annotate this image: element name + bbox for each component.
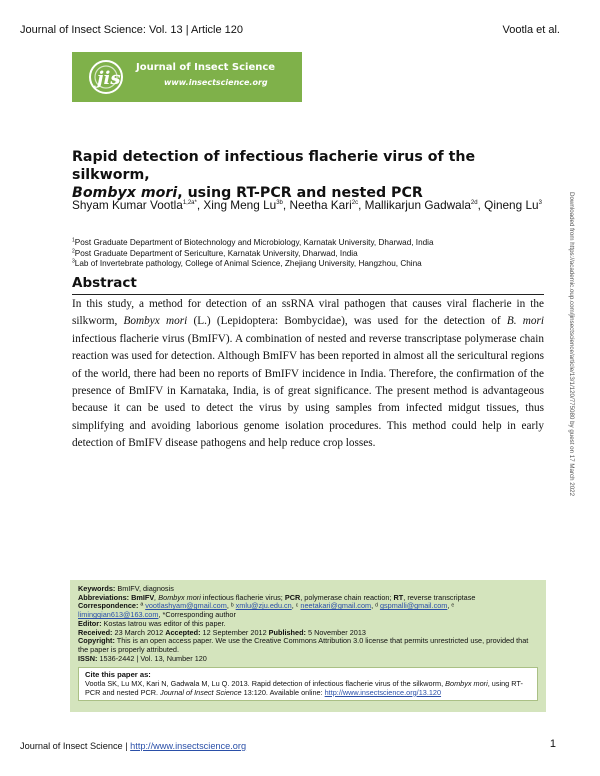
abbreviation-definition: , polymerase chain reaction;	[300, 592, 394, 602]
affiliation-number: 1	[72, 237, 75, 244]
abbreviation-definition: infectious flacherie virus;	[200, 592, 285, 602]
page-number: 1	[549, 738, 556, 750]
citation-heading: Cite this paper as:	[85, 670, 151, 680]
abstract-text: infectious flacherie virus (BmIFV). A combination of nested and reverse transcriptase polymerase chain reaction was used for detection. Although BmIFV has been reported in almost all the sericultural regions of the world, there had been no reports of BmIFV incidence in India. Therefore, the confirmation of the presence of BmIFV in Karnataka, India, is of great significance. The present method is advantageous because it can be used to detect the virus by using samples from infected midgut tissues, thus simplifying and avoiding laborious genome isolation procedures. This method could help in early detection of BmIFV disease pathogens and help reduce crop losses.	[72, 332, 544, 450]
abstract-text: (L.) (Lepidoptera: Bombycidae), was used for the detection of	[187, 315, 507, 328]
abbreviations-label: Abbreviations:	[78, 592, 130, 602]
abbreviation-term: PCR	[284, 592, 301, 602]
author-list: Shyam Kumar Vootla$^{1,2a*}$, Xing Meng $Lu^{3b}$, Neetha Kari$^{2c}$, Mallikarjun Gadwala$^{2d}$, Qineng Lu$^3$	[72, 198, 542, 212]
author-name: Mallikarjun Gadwala	[364, 198, 471, 212]
citation-text	[85, 680, 531, 697]
copyright-label: Copyright:	[78, 636, 115, 646]
abbreviation-definition: , reverse transcriptase	[403, 592, 476, 602]
affiliation-number: 2	[72, 247, 75, 254]
author-affil-mark: 1,2a*	[182, 200, 197, 207]
keywords-value: BmIFV, diagnosis	[115, 584, 174, 593]
correspondence-mark: , ᵈ	[371, 601, 380, 611]
abstract-body	[72, 296, 544, 453]
correspondence-label: Correspondence:	[78, 601, 139, 611]
article-info-box	[70, 580, 546, 712]
jis-logo-icon	[86, 54, 126, 100]
title-line-1: Rapid detection of infectious flacherie virus of the silkworm,	[72, 149, 476, 183]
email-link[interactable]: limingqian613@163.com	[78, 610, 159, 620]
keywords-label: Keywords:	[78, 584, 116, 593]
affiliation-item	[72, 249, 542, 260]
svg-text:jis: jis	[97, 68, 121, 89]
email-link[interactable]: xmlu@zju.edu.cn	[235, 601, 292, 611]
citation-journal: Journal of Insect Science	[160, 687, 242, 697]
abstract-species: B. mori	[506, 315, 544, 328]
correspondence-mark: , ᵇ	[226, 601, 236, 611]
accepted-date: 12 September 2012	[200, 627, 269, 637]
abbreviation-term: RT	[393, 592, 404, 602]
issn-label: ISSN:	[78, 653, 98, 663]
received-label: Received:	[78, 627, 113, 637]
affiliation-item	[72, 238, 542, 249]
affiliation-text: Lab of Invertebrate pathology, College of Animal Science, Zhejiang University, Hangzhou, China	[74, 259, 422, 268]
footer-journal-name: Journal of Insect Science |	[20, 741, 131, 751]
author-affil-mark: 2c	[351, 200, 359, 207]
editor-value: Kostas Iatrou was editor of this paper.	[101, 618, 226, 628]
corresponding-author-note: , *Corresponding author	[158, 610, 236, 620]
affiliation-number: 3	[72, 258, 75, 265]
download-notice: Downloaded from https://academic.oup.com/jinsectscience/article/13/1/120/775080 by guest on 17 March 2022	[568, 192, 575, 497]
correspondence-mark: , ᶜ	[291, 601, 301, 611]
running-head-journal: Journal of Insect Science: Vol. 13 | Article 120	[20, 24, 243, 36]
author-affil-mark: 3	[538, 200, 542, 207]
author-name: Shyam Kumar Vootla	[72, 198, 183, 212]
author-name: Qineng Lu	[484, 198, 539, 212]
author-name: Xing Meng Lu	[203, 198, 277, 212]
journal-banner[interactable]	[72, 52, 302, 102]
citation-species: Bombyx mori	[445, 679, 488, 689]
email-link[interactable]: vootlashyam@gmail.com	[145, 601, 227, 611]
footer-journal	[20, 741, 246, 751]
correspondence-mark: , ᵉ	[447, 601, 455, 611]
abstract-text: In this study, a method for detection of an ssRNA viral pathogen that causes viral flacherie in the silkworm,	[72, 298, 544, 328]
issn-value: 1536-2442 | Vol. 13, Number 120	[97, 653, 207, 663]
citation-part: Vootla SK, Lu MX, Kari N, Gadwala M, Lu Q. 2013. Rapid detection of infectious flacherie virus of the silkworm,	[85, 679, 446, 689]
editor-label: Editor:	[78, 618, 102, 628]
banner-journal-title: Journal of Insect Science	[136, 62, 276, 73]
abstract-heading: Abstract	[72, 275, 544, 295]
abbreviation-term: BmIFV	[129, 592, 155, 602]
author-name: Neetha Kari	[289, 198, 352, 212]
published-label: Published:	[268, 627, 306, 637]
author-affil-mark: 2d	[470, 200, 478, 207]
abstract-species: Bombyx mori	[123, 315, 188, 328]
correspondence-line	[78, 602, 538, 619]
issn-line	[78, 655, 538, 664]
affiliation-text: Post Graduate Department of Biotechnology and Microbiology, Karnatak University, Dharwad, India	[74, 238, 434, 247]
citation-url-link[interactable]: http://www.insectscience.org/13.120	[324, 687, 442, 697]
published-date: 5 November 2013	[305, 627, 366, 637]
affiliation-list	[72, 238, 542, 270]
copyright-text: This is an open access paper. We use the Creative Commons Attribution 3.0 license that permits unrestricted use, provided that the paper is properly attributed.	[78, 636, 529, 654]
accepted-label: Accepted:	[165, 627, 201, 637]
citation-box	[78, 667, 538, 701]
affiliation-text: Post Graduate Department of Sericulture, Karnatak University, Dharwad, India	[74, 248, 358, 258]
banner-journal-url[interactable]: www.insectscience.org	[164, 78, 268, 87]
abbreviation-species: , Bombyx mori	[154, 592, 201, 602]
paper-title	[72, 148, 542, 202]
title-line-2: , using RT-PCR and nested PCR	[177, 185, 423, 201]
running-head-authors: Vootla et al.	[502, 24, 560, 36]
copyright-line	[78, 637, 538, 654]
email-link[interactable]: neetakari@gmail.com	[300, 601, 372, 611]
email-link[interactable]: gspmalli@gmail.com	[379, 601, 448, 611]
citation-part: 13:120. Available online:	[241, 687, 325, 697]
received-date: 23 March 2012	[112, 627, 166, 637]
title-species: Bombyx mori	[72, 185, 178, 201]
author-affil-mark: 3b	[276, 200, 283, 207]
affiliation-item	[72, 259, 542, 270]
footer-url-link[interactable]: http://www.insectscience.org	[130, 741, 247, 751]
correspondence-mark: ª	[138, 601, 146, 611]
citation-part: , using RT-PCR and nested PCR.	[85, 679, 523, 697]
